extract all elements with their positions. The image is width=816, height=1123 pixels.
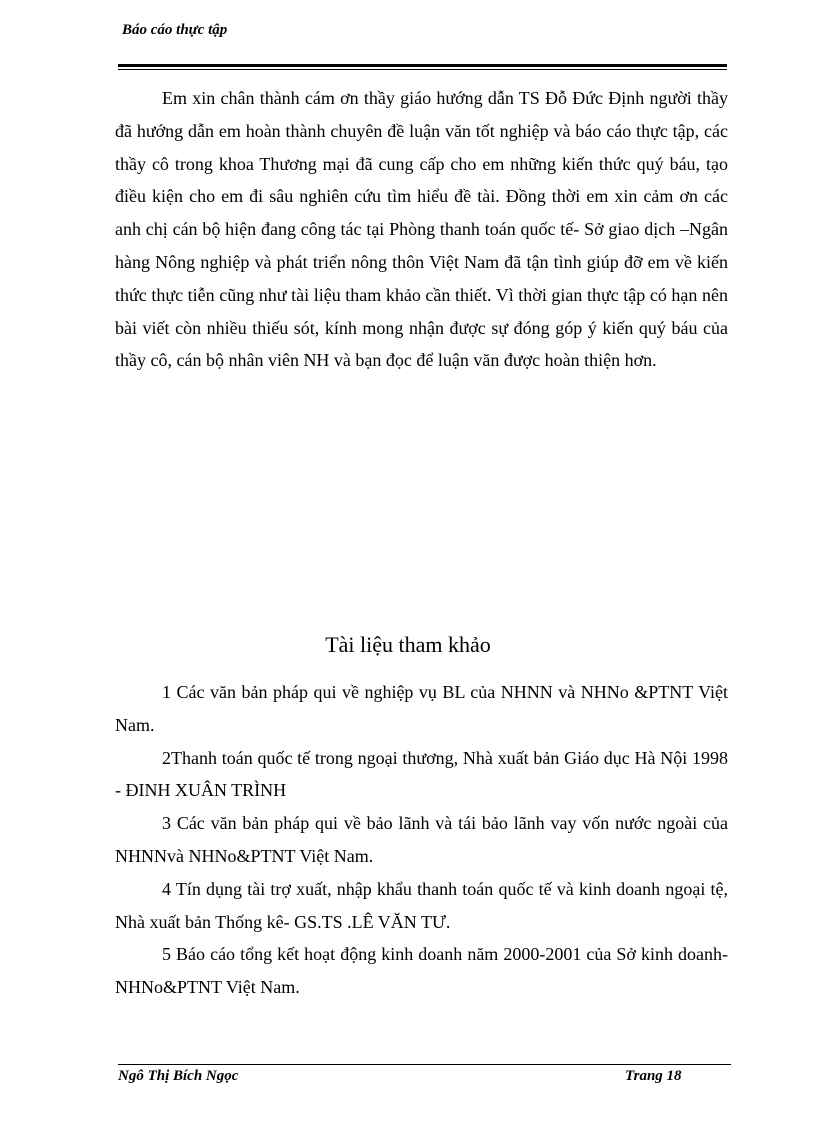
reference-item: 2Thanh toán quốc tế trong ngoại thương, Nhà xuất bản Giáo dục Hà Nội 1998 - ĐINH XUÂN TRÌNH [115, 747, 728, 801]
footer-rule [118, 1064, 731, 1065]
footer-author: Ngô Thị Bích Ngọc [118, 1068, 239, 1084]
reference-item: 5 Báo cáo tổng kết hoạt động kinh doanh năm 2000-2001 của Sở kinh doanh- NHNo&PTNT Việt Nam. [115, 944, 728, 998]
header-rule-thick [118, 64, 727, 67]
reference-item: 1 Các văn bản pháp qui về nghiệp vụ BL của NHNN và NHNo &PTNT Việt Nam. [115, 682, 728, 735]
reference-item: 4 Tín dụng tài trợ xuất, nhập khẩu thanh toán quốc tế và kinh doanh ngoại tệ, Nhà xuất bản Thống kê- GS.TS .LÊ VĂN TƯ. [115, 878, 728, 932]
header-title: Báo cáo thực tập [122, 22, 228, 38]
footer-page-number: Trang 18 [625, 1068, 682, 1084]
acknowledgement-section [115, 82, 728, 377]
references-title: Tài liệu tham khảo [325, 632, 491, 657]
references-list [115, 676, 728, 1004]
reference-item: 3 Các văn bản pháp qui về bảo lãnh và tái bảo lãnh vay vốn nước ngoài của NHNNvà NHNo&PTNT Việt Nam. [115, 813, 728, 866]
header-rule-thin [118, 69, 727, 70]
acknowledgement-paragraph: Em xin chân thành cám ơn thầy giáo hướng dẫn TS Đỗ Đức Định người thầy đã hướng dẫn em hoàn thành chuyên đề luận văn tốt nghiệp và báo cáo thực tập, các thầy cô trong khoa Thương mại đã cung cấp cho em những kiến thức quý báu, tạo điều kiện cho em đi sâu nghiên cứu tìm hiểu đề tài. Đồng thời em xin cảm ơn các anh chị cán bộ hiện đang công tác tại Phòng thanh toán quốc tế- Sở giao dịch –Ngân hàng Nông nghiệp và phát triển nông thôn Việt Nam đã tận tình giúp đỡ em về kiến thức thực tiễn cũng như tài liệu tham khảo cần thiết. Vì thời gian thực tập có hạn nên bài viết còn nhiều thiếu sót, kính mong nhận được sự đóng góp ý kiến quý báu của thầy cô, cán bộ nhân viên NH và bạn đọc để luận văn được hoàn thiện hơn. [115, 88, 728, 371]
